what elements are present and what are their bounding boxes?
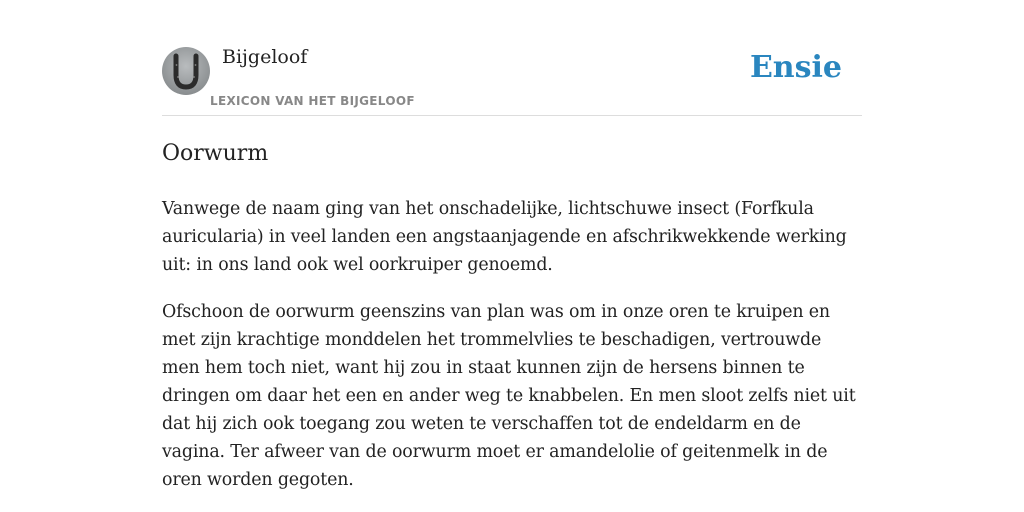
article-paragraph: Ofschoon de oorwurm geenszins van plan was om in onze oren te kruipen en met zijn krachtige monddelen het trommelvlies te beschadigen, vertrouwde men hem toch niet, want hij zou in staat kunnen zijn de hersens binnen te dringen om daar het een en ander weg te knabbelen. En men sloot zelfs niet uit dat hij zich ook toegang zou weten te verschaffen tot de endeldarm en de vagina. Ter afweer van de oorwurm moet er amandelolie of geitenmelk in de oren worden gegoten. — [162, 302, 856, 490]
site-name[interactable]: Bijgeloof — [222, 46, 308, 68]
horseshoe-icon — [162, 47, 210, 95]
site-header — [162, 44, 862, 116]
article-paragraph: Vanwege de naam ging van het onschadelijke, lichtschuwe insect (Forfkula auricularia) in veel landen een angstaanjagende en afschrikwekkende werking uit: in ons land ook wel oorkruiper genoemd. — [162, 199, 847, 275]
brand-logo-link[interactable]: Ensie — [749, 50, 842, 85]
site-subtitle: LEXICON VAN HET BIJGELOOF — [210, 94, 415, 108]
avatar[interactable] — [162, 47, 210, 95]
article — [162, 138, 862, 512]
article-title: Oorwurm — [162, 141, 269, 166]
